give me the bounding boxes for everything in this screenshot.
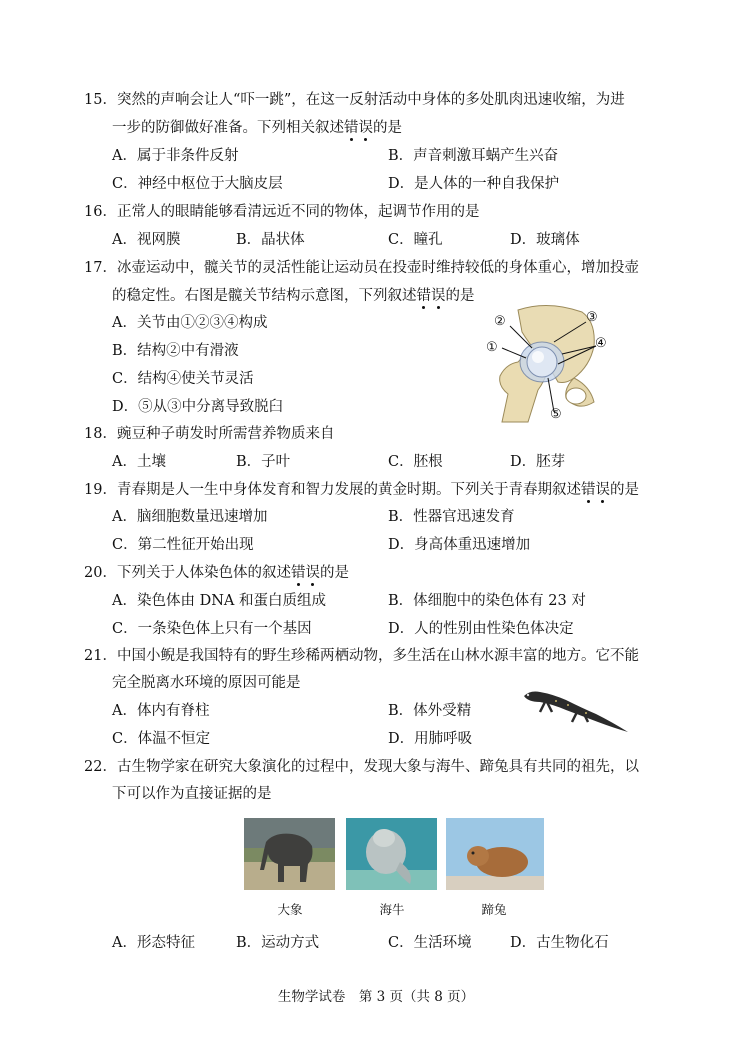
q22-option-d[interactable]: D．古生物化石 xyxy=(510,935,609,951)
q20-stem: 20．下列关于人体染色体的叙述错误的是 xyxy=(84,565,349,581)
q17-option-a[interactable]: A．关节由①②③④构成 xyxy=(112,315,268,331)
hip-label-3: ③ xyxy=(586,310,598,325)
q18-option-b[interactable]: B．子叶 xyxy=(236,454,291,470)
q15-option-b[interactable]: B．声音刺激耳蜗产生兴奋 xyxy=(388,148,559,164)
q22-option-b[interactable]: B．运动方式 xyxy=(236,935,320,951)
q16-option-b[interactable]: B．晶状体 xyxy=(236,232,305,248)
q22-stem-line2: 下可以作为直接证据的是 xyxy=(112,786,272,802)
q22-option-a[interactable]: A．形态特征 xyxy=(112,935,195,951)
page-footer: 生物学试卷 第 3 页（共 8 页） xyxy=(277,989,475,1005)
q19-option-d[interactable]: D．身高体重迅速增加 xyxy=(388,537,531,553)
q22-option-c[interactable]: C．生活环境 xyxy=(388,935,472,951)
q18-option-c[interactable]: C．胚根 xyxy=(388,454,443,470)
caption-elephant: 大象 xyxy=(277,902,303,917)
q20-option-c[interactable]: C．一条染色体上只有一个基因 xyxy=(112,621,312,637)
q15-option-d[interactable]: D．是人体的一种自我保护 xyxy=(388,176,560,192)
q21-stem-line1: 21．中国小鲵是我国特有的野生珍稀两栖动物，多生活在山林水源丰富的地方。它不能 xyxy=(84,648,639,664)
q17-option-d[interactable]: D．⑤从③中分离导致脱臼 xyxy=(112,399,284,415)
q21-option-c[interactable]: C．体温不恒定 xyxy=(112,731,211,747)
q22-stem-line1: 22．古生物学家在研究大象演化的过程中，发现大象与海牛、蹄兔具有共同的祖先，以 xyxy=(84,759,639,775)
hip-joint-diagram xyxy=(478,302,618,424)
caption-hyrax: 蹄兔 xyxy=(481,902,507,917)
q17-stem-line1: 17．冰壶运动中，髋关节的灵活性能让运动员在投壶时维持较低的身体重心，增加投壶 xyxy=(84,260,639,276)
q21-stem-line2: 完全脱离水环境的原因可能是 xyxy=(112,675,301,691)
hip-label-5: ⑤ xyxy=(550,407,562,422)
salamander-image xyxy=(516,682,634,738)
hip-label-4: ④ xyxy=(595,336,607,351)
manatee-image xyxy=(346,818,437,890)
q16-option-a[interactable]: A．视网膜 xyxy=(112,232,181,248)
q16-stem: 16．正常人的眼睛能够看清远近不同的物体，起调节作用的是 xyxy=(84,204,480,220)
q17-stem-line2: 的稳定性。右图是髋关节结构示意图，下列叙述错误的是 xyxy=(112,288,475,304)
q18-stem: 18．豌豆种子萌发时所需营养物质来自 xyxy=(84,426,335,442)
hip-label-1: ① xyxy=(486,340,498,355)
q19-stem: 19．青春期是人一生中身体发育和智力发展的黄金时期。下列关于青春期叙述错误的是 xyxy=(84,482,639,498)
q15-stem-line2: 一步的防御做好准备。下列相关叙述错误的是 xyxy=(112,120,402,136)
q21-option-d[interactable]: D．用肺呼吸 xyxy=(388,731,473,747)
q20-option-b[interactable]: B．体细胞中的染色体有 23 对 xyxy=(388,593,586,609)
q20-option-a[interactable]: A．染色体由 DNA 和蛋白质组成 xyxy=(112,593,326,609)
hip-label-2: ② xyxy=(494,314,506,329)
q15-stem-line1: 15．突然的声响会让人“吓一跳”，在这一反射活动中身体的多处肌肉迅速收缩，为进 xyxy=(84,92,625,108)
caption-manatee: 海牛 xyxy=(379,902,405,917)
hyrax-image xyxy=(446,818,544,890)
q17-option-b[interactable]: B．结构②中有滑液 xyxy=(112,343,239,359)
q19-option-a[interactable]: A．脑细胞数量迅速增加 xyxy=(112,509,268,525)
q15-option-a[interactable]: A．属于非条件反射 xyxy=(112,148,239,164)
q21-option-a[interactable]: A．体内有脊柱 xyxy=(112,703,210,719)
q18-option-a[interactable]: A．土壤 xyxy=(112,454,166,470)
q15-option-c[interactable]: C．神经中枢位于大脑皮层 xyxy=(112,176,283,192)
q21-option-b[interactable]: B．体外受精 xyxy=(388,703,472,719)
q19-option-b[interactable]: B．性器官迅速发育 xyxy=(388,509,515,525)
q19-option-c[interactable]: C．第二性征开始出现 xyxy=(112,537,254,553)
elephant-image xyxy=(244,818,335,890)
q20-option-d[interactable]: D．人的性别由性染色体决定 xyxy=(388,621,574,637)
q16-option-d[interactable]: D．玻璃体 xyxy=(510,232,580,248)
q16-option-c[interactable]: C．瞳孔 xyxy=(388,232,443,248)
q17-option-c[interactable]: C．结构④使关节灵活 xyxy=(112,371,254,387)
q18-option-d[interactable]: D．胚芽 xyxy=(510,454,566,470)
